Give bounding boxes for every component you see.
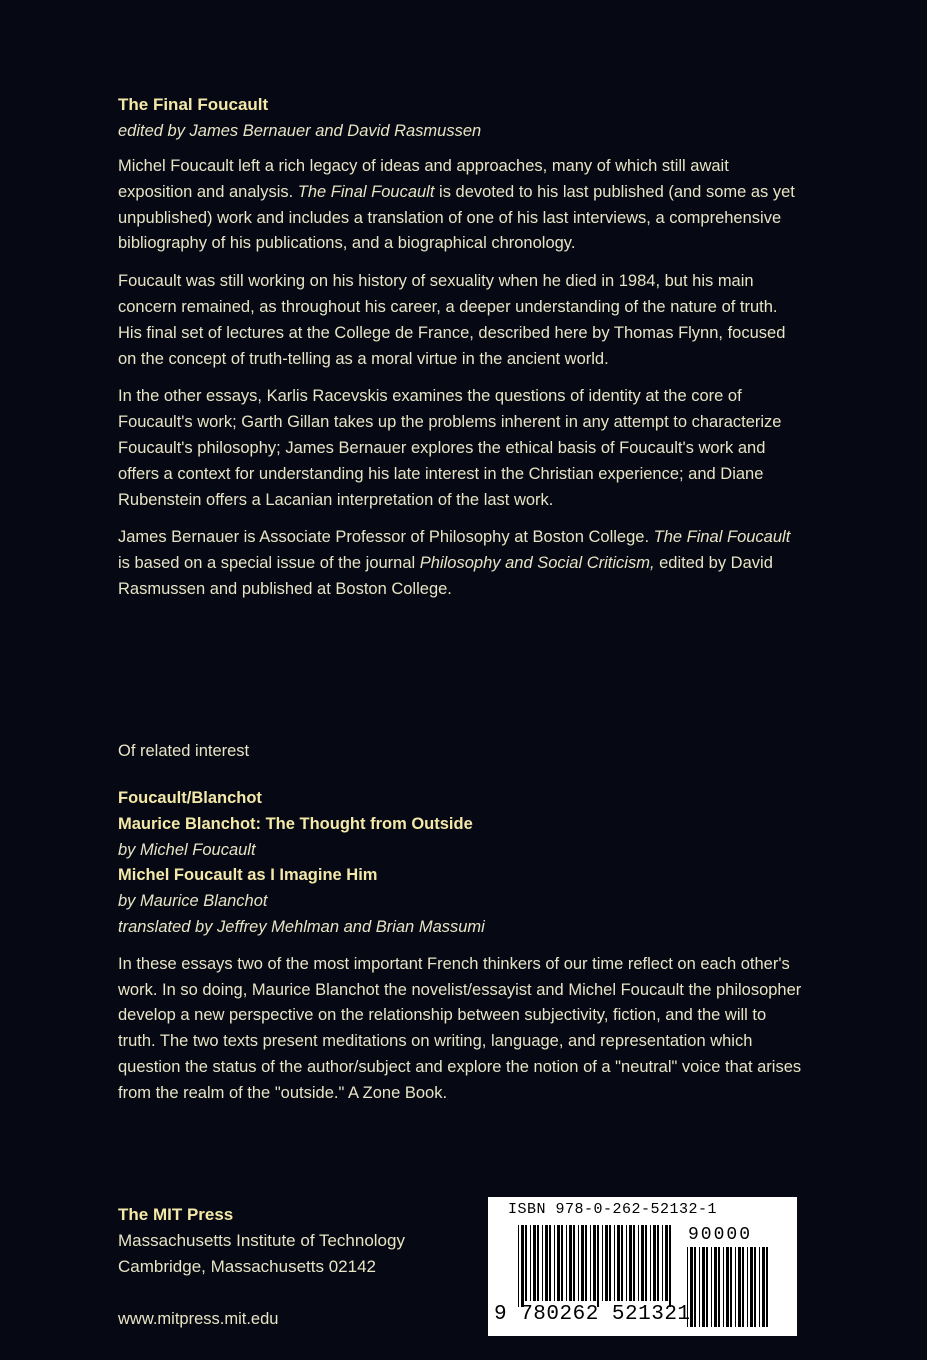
barcode-bar: [626, 1225, 627, 1301]
barcode-bar: [566, 1225, 567, 1301]
book-editors: edited by James Bernauer and David Rasmussen: [118, 122, 482, 140]
paragraph-2: Foucault was still working on his history of sexuality when he died in 1984, but his main concern remained, as throughout his career, a deeper understanding of the nature of truth. His final set of lectures at the College de France, described here by Thomas Flynn, focused on the concept of truth-telling as a moral virtue in the ancient world.: [118, 272, 786, 368]
barcode-bar: [602, 1225, 603, 1301]
barcode-bar: [706, 1247, 708, 1327]
paragraph-4-text-a: James Bernauer is Associate Professor of Philosophy at Boston College.: [118, 528, 654, 547]
related-byline-2: by Maurice Blanchot: [118, 892, 268, 911]
barcode-bar: [711, 1247, 712, 1327]
barcode-bar: [738, 1247, 741, 1327]
related-translators: translated by Jeffrey Mehlman and Brian Massumi: [118, 917, 485, 936]
barcode-bar: [633, 1225, 635, 1301]
barcode-bar: [569, 1225, 572, 1301]
paragraph-1-title: The Final Foucault: [297, 182, 435, 201]
barcode-bar: [754, 1247, 756, 1327]
barcode-bar: [590, 1225, 591, 1301]
book-title: The Final Foucault: [118, 95, 269, 114]
barcode-bar: [525, 1225, 527, 1301]
paragraph-4-text-c: is based on a special issue of the journal: [118, 554, 420, 573]
barcode-bar: [657, 1225, 659, 1301]
barcode-bar: [653, 1225, 656, 1301]
publisher-institution: Massachusetts Institute of Technology: [118, 1231, 405, 1250]
barcode-bar: [554, 1225, 555, 1301]
barcode-bar: [542, 1225, 543, 1301]
barcode-bar: [759, 1247, 760, 1327]
barcode-bar: [747, 1247, 748, 1327]
publisher-address: Cambridge, Massachusetts 02142: [118, 1257, 376, 1276]
barcode-bar: [638, 1225, 639, 1301]
barcode-bar: [549, 1225, 551, 1301]
paragraph-4-journal: Philosophy and Social Criticism,: [419, 554, 655, 573]
barcode-bar: [714, 1247, 717, 1327]
barcode-bar: [537, 1225, 539, 1301]
barcode-bar: [726, 1247, 729, 1327]
barcode-bar: [669, 1225, 671, 1307]
barcode-bar: [581, 1225, 584, 1301]
paragraph-4-title: The Final Foucault: [653, 528, 791, 547]
barcode-bar: [533, 1225, 536, 1301]
isbn-text: ISBN 978-0-262-52132-1: [508, 1201, 718, 1218]
barcode-bar: [750, 1247, 753, 1327]
barcode-bar: [561, 1225, 563, 1301]
paragraph-1: [118, 154, 798, 257]
related-interest: [118, 738, 808, 1107]
book-description: [118, 92, 798, 603]
barcode-bar: [530, 1225, 531, 1301]
barcode-bar: [730, 1247, 732, 1327]
barcode-bar: [665, 1225, 668, 1301]
paragraph-4-text-e: edited by David Rasmussen and published at Boston College.: [118, 554, 773, 598]
barcode-bar: [597, 1225, 599, 1307]
barcode-bar: [662, 1225, 663, 1301]
publisher-block: [118, 1202, 478, 1280]
barcode-bar: [585, 1225, 587, 1301]
related-label: Of related interest: [118, 742, 250, 760]
ean-digits: 9 780262 521321: [494, 1303, 691, 1326]
barcode-bar: [718, 1247, 720, 1327]
barcode-bar: [605, 1225, 608, 1301]
publisher-name: The MIT Press: [118, 1205, 234, 1224]
paragraph-1-text-c: is devoted to his last published (and some as yet unpublished) work and includes a translation of one of his last interviews, a comprehensive bibliography of his publications, and a biographical chronology.: [118, 182, 795, 253]
barcode-bar: [694, 1247, 696, 1327]
barcode-bar: [614, 1225, 615, 1301]
barcode-bar: [742, 1247, 744, 1327]
barcode-bar: [573, 1225, 575, 1301]
barcode-bar: [621, 1225, 623, 1301]
related-description: In these essays two of the most important French thinkers of our time reflect on each other's work. In so doing, Maurice Blanchot the novelist/essayist and Michel Foucault the philosopher develop a new perspective on the relationship between subjectivity, fiction, and the will to truth. The two texts present meditations on writing, language, and representation which question the status of the author/subject and explore the notion of a "neutral" voice that arises from the realm of the "outside." A Zone Book.: [118, 954, 802, 1102]
barcode-bar: [593, 1225, 596, 1301]
barcode-box: [488, 1197, 797, 1336]
related-title-2: Maurice Blanchot: The Thought from Outside: [118, 814, 473, 833]
barcode-bar: [521, 1225, 524, 1307]
paragraph-3: In the other essays, Karlis Racevskis examines the questions of identity at the core of Foucault's work; Garth Gillan takes up the problems inherent in any attempt to characterize Foucault's philosophy; James Bernauer explores the ethical basis of Foucault's work and offers a context for understanding his late interest in the Christian experience; and Diane Rubenstein offers a Lacanian interpretation of the last work.: [118, 387, 782, 509]
related-byline-1: by Michel Foucault: [118, 840, 256, 859]
barcode-bar: [650, 1225, 651, 1301]
barcode-bar: [723, 1247, 724, 1327]
barcode-bar: [699, 1247, 700, 1327]
barcode-bar: [578, 1225, 579, 1301]
barcode-bar: [617, 1225, 620, 1301]
publisher-url: www.mitpress.mit.edu: [118, 1310, 279, 1328]
barcode-bar: [557, 1225, 560, 1301]
barcode-bar: [545, 1225, 548, 1301]
barcode-bar: [735, 1247, 736, 1327]
barcode-bar: [641, 1225, 644, 1301]
barcode-bar: [762, 1247, 765, 1327]
barcode-bar: [766, 1247, 768, 1327]
paragraph-1-text-a: Michel Foucault left a rich legacy of ideas and approaches, many of which still await exposition and analysis.: [118, 157, 729, 201]
barcode-bar: [609, 1225, 611, 1301]
related-title-3: Michel Foucault as I Imagine Him: [118, 866, 378, 885]
barcode-bar: [518, 1225, 519, 1307]
price-code: 90000: [688, 1225, 753, 1245]
barcode-bar: [629, 1225, 632, 1301]
paragraph-4: [118, 525, 798, 602]
related-title-1: Foucault/Blanchot: [118, 789, 262, 807]
barcode-bar: [645, 1225, 647, 1301]
barcode-bar: [702, 1247, 705, 1327]
